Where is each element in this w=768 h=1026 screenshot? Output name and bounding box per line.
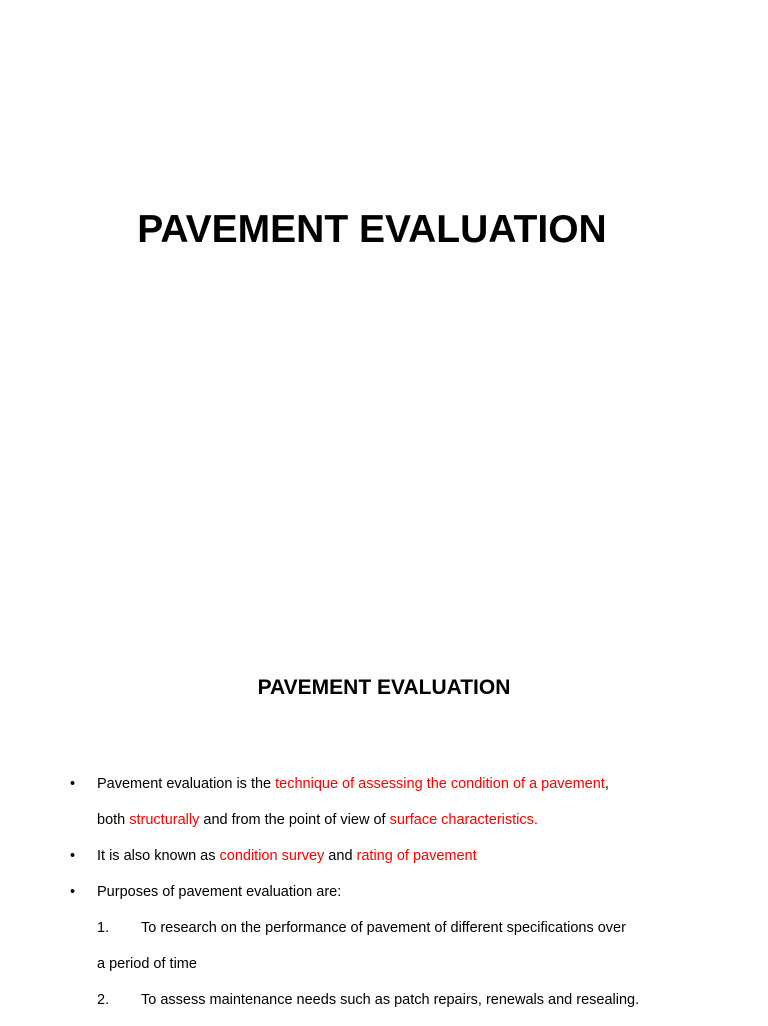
highlight-text: structurally [129, 812, 200, 828]
item-number: 2. [97, 992, 110, 1008]
text-run: , [604, 776, 609, 792]
slide-body [70, 774, 710, 1026]
item-number: 1. [97, 920, 110, 936]
numbered-item [70, 918, 710, 954]
slide-heading: PAVEMENT EVALUATION [257, 676, 511, 699]
bullet-item-also-known [70, 846, 710, 882]
bullet-icon: • [70, 848, 76, 864]
slide-title: PAVEMENT EVALUATION [137, 208, 607, 251]
text-run: It is also known as [97, 848, 220, 864]
bullet-icon: • [70, 884, 76, 900]
item-text: To research on the performance of pavement of different specifications over [141, 920, 626, 936]
text-run: both [97, 812, 130, 828]
highlight-text: technique of assessing the condition of a pavement [275, 776, 605, 792]
bullet-item-definition-continued [70, 810, 710, 846]
item-text: a period of time [97, 956, 197, 972]
bullet-item-purposes [70, 882, 710, 918]
text-run: Purposes of pavement evaluation are: [97, 884, 342, 900]
highlight-text: condition survey [219, 848, 325, 864]
highlight-text: surface characteristics. [389, 812, 538, 828]
numbered-item [70, 990, 710, 1026]
bullet-item-definition [70, 774, 710, 810]
item-text: To assess maintenance needs such as patch repairs, renewals and resealing. [141, 992, 640, 1008]
bullet-icon: • [70, 776, 76, 792]
highlight-text: rating of pavement [356, 848, 477, 864]
numbered-item-continued [70, 954, 710, 990]
content-slide [0, 648, 768, 1024]
text-run: Pavement evaluation is the [97, 776, 276, 792]
text-run: and from the point of view of [199, 812, 390, 828]
text-run: and [324, 848, 357, 864]
